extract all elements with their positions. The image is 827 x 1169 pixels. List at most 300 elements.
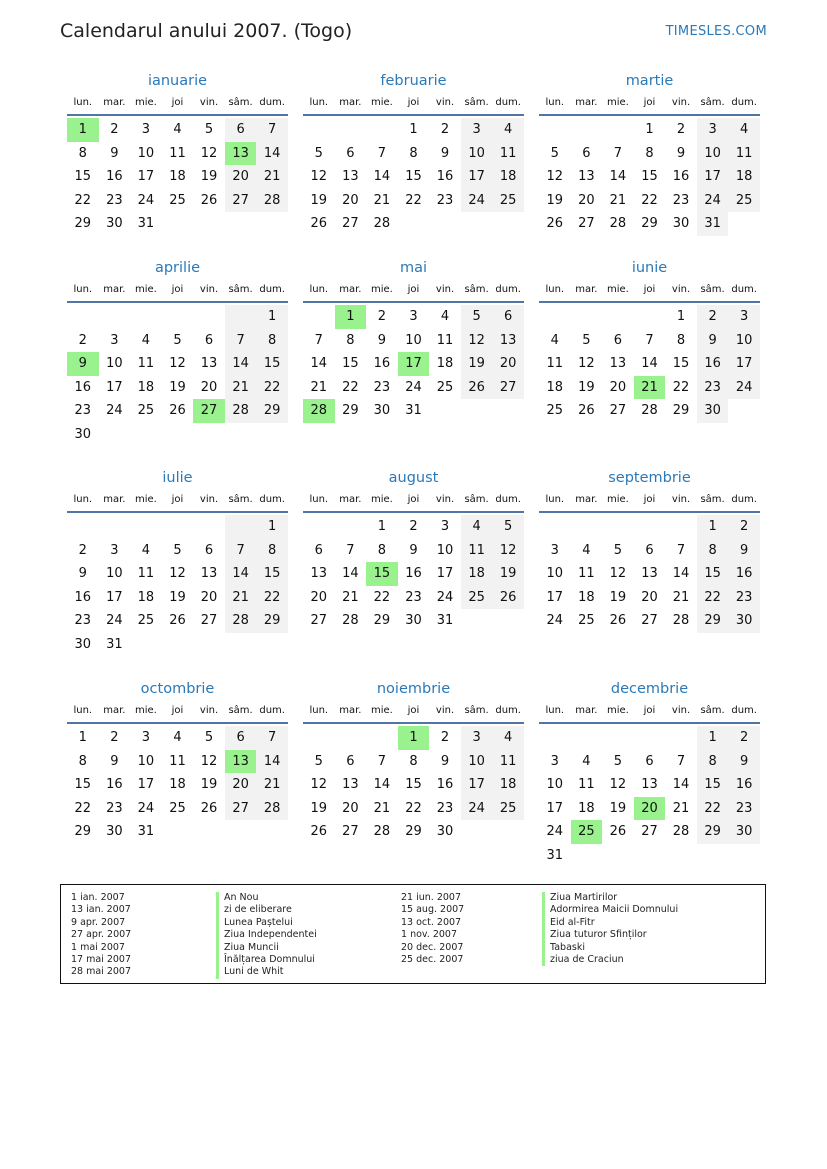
weekday-header (67, 92, 288, 116)
day-cell: 13 (310, 566, 328, 581)
day-cell: 2 (78, 542, 87, 558)
weekday-label: mie. (370, 705, 393, 716)
day-cell: 22 (697, 797, 729, 821)
day-cell: 21 (256, 165, 288, 189)
weekday-label: lun. (73, 705, 93, 716)
empty-cell (99, 305, 131, 329)
day-cell: 18 (578, 800, 595, 816)
day-cell: 27 (578, 216, 595, 231)
weekday-label: joi (643, 97, 656, 108)
day-cell: 12 (609, 566, 627, 581)
day-cell: 11 (728, 142, 760, 166)
day-cell: 18 (492, 773, 524, 797)
day-cell: 16 (373, 356, 391, 371)
empty-cell (335, 726, 367, 750)
day-cell: 30 (106, 824, 123, 839)
day-cell: 19 (578, 379, 595, 395)
weekday-label: joi (407, 284, 420, 295)
weekday-label: mie. (134, 705, 157, 716)
weekday-header (67, 279, 288, 303)
weekday-label: lun. (545, 705, 565, 716)
day-cell: 23 (672, 192, 690, 208)
day-cell: 8 (676, 332, 686, 348)
day-cell: 18 (546, 379, 564, 395)
day-cell: 27 (641, 824, 658, 839)
empty-cell (634, 515, 666, 539)
day-cell: 22 (342, 379, 359, 395)
day-cell: 2 (78, 332, 87, 348)
day-cell: 10 (405, 332, 422, 348)
weekday-label: joi (171, 705, 184, 716)
day-cell: 5 (550, 145, 559, 161)
weekday-label: mie. (134, 97, 157, 108)
empty-cell (130, 305, 162, 329)
day-cell: 25 (461, 586, 493, 610)
legend-dates-right (401, 892, 464, 966)
weekday-label: mar. (339, 705, 362, 716)
weekday-label: dum. (495, 494, 521, 505)
empty-cell (67, 305, 99, 329)
day-cell: 10 (137, 145, 155, 161)
weekday-label: mar. (575, 284, 598, 295)
weekday-label: mie. (606, 284, 629, 295)
weekday-label: mie. (606, 97, 629, 108)
month-ianuarie (67, 70, 288, 236)
day-grid (539, 118, 760, 236)
legend-holiday-name: Tabaski (542, 942, 678, 954)
weekday-label: mie. (134, 494, 157, 505)
day-cell: 5 (492, 515, 524, 539)
day-cell: 31 (697, 212, 729, 236)
weekday-header (303, 279, 524, 303)
day-cell: 20 (200, 379, 218, 395)
day-cell: 12 (546, 169, 564, 184)
day-cell: 5 (173, 332, 182, 348)
day-cell: 3 (550, 753, 559, 769)
weekday-header (539, 92, 760, 116)
day-cell: 21 (373, 192, 391, 208)
day-cell: 28 (342, 613, 359, 628)
day-cell: 11 (436, 332, 454, 348)
day-cell: 2 (728, 726, 760, 750)
day-cell: 14 (310, 356, 328, 371)
day-cell: 17 (436, 566, 454, 581)
legend-names-right (542, 892, 678, 966)
weekday-label: vin. (435, 705, 455, 716)
day-cell: 8 (78, 753, 87, 769)
day-cell: 30 (672, 216, 690, 231)
day-cell: 26 (546, 216, 564, 231)
day-cell: 6 (204, 542, 214, 558)
day-cell: 11 (546, 356, 564, 371)
day-cell: 27 (225, 797, 257, 821)
day-cell: 28 (225, 399, 257, 423)
day-cell: 29 (697, 820, 729, 844)
day-cell: 6 (346, 145, 355, 161)
legend-date: 1 nov. 2007 (401, 929, 457, 941)
day-cell: 27 (200, 613, 218, 628)
weekday-header (303, 489, 524, 513)
legend-holiday-name: Ziua Muncii (216, 942, 317, 954)
empty-cell (539, 726, 571, 750)
empty-cell (335, 118, 367, 142)
day-cell: 28 (256, 797, 288, 821)
day-cell: 29 (641, 216, 658, 231)
day-cell: 21 (225, 586, 257, 610)
day-cell: 16 (106, 777, 123, 792)
day-cell: 23 (405, 589, 422, 605)
day-cell: 31 (405, 403, 422, 418)
day-cell: 27 (641, 613, 658, 628)
weekday-label: sâm. (700, 97, 725, 108)
day-cell: 25 (137, 613, 155, 628)
day-cell: 25 (169, 800, 186, 816)
legend-dates-left (71, 892, 131, 979)
legend-holiday-name: Ziua Independentei (216, 929, 317, 941)
day-cell: 13 (200, 566, 218, 581)
legend-date: 13 ian. 2007 (71, 904, 131, 916)
day-cell: 20 (200, 589, 218, 605)
day-cell: 14 (225, 562, 257, 586)
day-cell: 12 (492, 539, 524, 563)
day-cell: 18 (436, 356, 454, 371)
day-cell: 5 (582, 332, 591, 348)
day-cell: 29 (74, 216, 92, 231)
day-cell: 8 (645, 145, 654, 161)
day-cell: 27 (342, 216, 359, 231)
weekday-label: mar. (103, 705, 126, 716)
weekday-label: dum. (731, 284, 757, 295)
day-cell: 9 (676, 145, 686, 161)
day-cell: 3 (110, 542, 119, 558)
weekday-label: dum. (495, 705, 521, 716)
day-cell: 30 (74, 426, 92, 442)
holiday-day-cell: 1 (398, 726, 430, 750)
empty-cell (193, 515, 225, 539)
weekday-label: dum. (259, 97, 285, 108)
weekday-label: vin. (199, 494, 219, 505)
day-cell: 20 (342, 800, 359, 816)
month-martie (539, 70, 760, 236)
day-cell: 19 (200, 169, 218, 184)
day-cell: 22 (697, 586, 729, 610)
day-cell: 28 (641, 403, 658, 418)
day-cell: 30 (697, 399, 729, 423)
weekday-label: joi (407, 494, 420, 505)
empty-cell (602, 118, 634, 142)
legend-date: 1 ian. 2007 (71, 892, 125, 903)
day-cell: 21 (310, 379, 328, 395)
empty-cell (130, 515, 162, 539)
day-cell: 10 (461, 142, 493, 166)
day-cell: 11 (137, 356, 155, 371)
day-cell: 6 (204, 332, 214, 348)
day-cell: 15 (74, 169, 92, 184)
day-cell: 10 (106, 566, 123, 581)
day-cell: 1 (377, 519, 387, 534)
day-grid (539, 515, 760, 633)
day-cell: 16 (697, 352, 729, 376)
empty-cell (225, 305, 257, 329)
legend-date: 27 apr. 2007 (71, 929, 132, 941)
day-cell: 16 (74, 379, 92, 395)
month-name: decembrie (610, 681, 689, 697)
day-cell: 22 (672, 379, 690, 395)
day-cell: 25 (492, 189, 524, 213)
weekday-label: lun. (73, 284, 93, 295)
day-cell: 25 (578, 613, 595, 628)
weekday-label: lun. (309, 284, 329, 295)
day-cell: 22 (641, 192, 658, 208)
day-cell: 18 (137, 379, 155, 395)
day-cell: 4 (492, 726, 524, 750)
day-cell: 7 (377, 145, 387, 161)
holiday-day-cell: 9 (67, 352, 99, 376)
day-cell: 4 (550, 332, 559, 348)
month-decembrie (539, 678, 760, 867)
weekday-label: dum. (495, 97, 521, 108)
day-cell: 27 (342, 824, 359, 839)
day-cell: 21 (609, 192, 627, 208)
day-cell: 12 (310, 777, 328, 792)
day-cell: 15 (405, 169, 422, 184)
legend-holiday-name: Ziua Martirilor (542, 892, 678, 904)
day-cell: 7 (314, 332, 323, 348)
day-cell: 2 (110, 122, 119, 137)
empty-cell (539, 515, 571, 539)
day-cell: 1 (645, 122, 654, 137)
day-cell: 17 (546, 800, 564, 816)
weekday-label: sâm. (464, 705, 489, 716)
weekday-label: mar. (103, 494, 126, 505)
day-cell: 31 (436, 613, 454, 628)
day-cell: 5 (461, 305, 493, 329)
weekday-label: lun. (545, 284, 565, 295)
day-cell: 26 (492, 586, 524, 610)
day-cell: 26 (578, 403, 595, 418)
day-cell: 29 (405, 824, 422, 839)
holiday-day-cell: 15 (366, 562, 398, 586)
day-cell: 2 (697, 305, 729, 329)
day-cell: 15 (342, 356, 359, 371)
month-iunie (539, 257, 760, 423)
day-cell: 8 (409, 753, 418, 769)
day-cell: 8 (256, 329, 288, 353)
legend-date: 15 aug. 2007 (401, 904, 465, 916)
empty-cell (162, 305, 194, 329)
day-grid (303, 305, 524, 423)
day-cell: 7 (225, 329, 257, 353)
weekday-label: mar. (339, 284, 362, 295)
day-cell: 15 (697, 773, 729, 797)
day-cell: 24 (137, 800, 155, 816)
day-cell: 22 (405, 800, 422, 816)
day-cell: 16 (728, 773, 760, 797)
day-cell: 13 (200, 356, 218, 371)
day-cell: 29 (342, 403, 359, 418)
legend-date: 13 oct. 2007 (401, 916, 462, 928)
day-cell: 12 (169, 356, 186, 371)
weekday-label: joi (171, 97, 184, 108)
weekday-label: dum. (731, 97, 757, 108)
day-cell: 23 (436, 192, 454, 208)
weekday-label: sâm. (700, 284, 725, 295)
day-cell: 21 (373, 800, 391, 816)
empty-cell (162, 515, 194, 539)
day-cell: 9 (409, 542, 418, 558)
day-cell: 23 (373, 379, 391, 395)
day-cell: 20 (310, 589, 328, 605)
day-cell: 14 (672, 777, 690, 792)
day-cell: 23 (697, 376, 729, 400)
day-cell: 23 (74, 613, 92, 628)
weekday-label: dum. (731, 705, 757, 716)
day-cell: 25 (436, 379, 454, 395)
day-cell: 28 (256, 189, 288, 213)
month-name: iunie (631, 260, 668, 276)
day-cell: 2 (377, 309, 387, 324)
weekday-label: mie. (370, 284, 393, 295)
legend-date: 20 dec. 2007 (401, 941, 464, 953)
day-cell: 1 (409, 122, 418, 137)
day-cell: 14 (342, 566, 359, 581)
day-grid (303, 118, 524, 236)
month-august (303, 467, 524, 633)
day-cell: 6 (314, 542, 323, 558)
day-cell: 27 (609, 403, 627, 418)
day-cell: 25 (137, 403, 155, 418)
day-cell: 27 (225, 189, 257, 213)
day-cell: 26 (609, 824, 627, 839)
day-cell: 16 (728, 562, 760, 586)
day-cell: 26 (169, 613, 186, 628)
day-cell: 25 (546, 403, 564, 418)
day-cell: 15 (697, 562, 729, 586)
day-grid (67, 726, 288, 844)
day-cell: 14 (373, 169, 391, 184)
day-cell: 24 (697, 189, 729, 213)
day-cell: 2 (440, 730, 450, 745)
day-cell: 2 (728, 515, 760, 539)
legend-date: 28 mai 2007 (71, 966, 132, 978)
day-cell: 5 (204, 730, 214, 745)
weekday-label: vin. (671, 494, 691, 505)
month-name: martie (625, 73, 674, 89)
weekday-label: sâm. (700, 494, 725, 505)
weekday-label: vin. (671, 97, 691, 108)
legend-date: 25 dec. 2007 (401, 954, 464, 966)
day-cell: 14 (256, 750, 288, 774)
holiday-day-cell: 28 (303, 399, 335, 423)
day-cell: 11 (578, 566, 595, 581)
day-cell: 17 (461, 165, 493, 189)
day-cell: 3 (550, 542, 559, 558)
month-name: mai (399, 260, 428, 276)
day-cell: 4 (440, 309, 450, 324)
month-name: septembrie (608, 470, 691, 486)
month-name: noiembrie (376, 681, 451, 697)
empty-cell (634, 726, 666, 750)
weekday-label: sâm. (228, 97, 253, 108)
day-cell: 21 (672, 800, 690, 816)
legend-names-left (216, 892, 317, 979)
day-cell: 9 (377, 332, 387, 348)
weekday-header (303, 700, 524, 724)
day-cell: 24 (546, 613, 564, 628)
day-cell: 19 (169, 589, 186, 605)
day-cell: 25 (492, 797, 524, 821)
weekday-label: vin. (199, 705, 219, 716)
day-cell: 9 (440, 753, 450, 769)
day-cell: 24 (461, 797, 493, 821)
legend-date: 1 mai 2007 (71, 941, 125, 953)
day-cell: 5 (314, 753, 323, 769)
day-cell: 4 (461, 515, 493, 539)
day-cell: 1 (697, 515, 729, 539)
weekday-label: dum. (731, 494, 757, 505)
weekday-label: sâm. (464, 494, 489, 505)
weekday-label: lun. (73, 97, 93, 108)
day-cell: 13 (641, 777, 658, 792)
day-cell: 26 (609, 613, 627, 628)
day-cell: 11 (169, 753, 186, 769)
weekday-label: dum. (259, 705, 285, 716)
day-cell: 28 (609, 216, 627, 231)
day-cell: 21 (342, 589, 359, 605)
day-cell: 26 (169, 403, 186, 418)
day-cell: 11 (461, 539, 493, 563)
empty-cell (665, 515, 697, 539)
weekday-label: sâm. (228, 705, 253, 716)
day-cell: 23 (106, 800, 123, 816)
weekday-header (539, 700, 760, 724)
empty-cell (366, 726, 398, 750)
day-cell: 17 (137, 777, 155, 792)
day-cell: 22 (373, 589, 391, 605)
day-cell: 7 (225, 539, 257, 563)
day-cell: 24 (436, 589, 454, 605)
day-cell: 28 (373, 216, 391, 231)
day-grid (67, 515, 288, 656)
day-cell: 25 (169, 192, 186, 208)
holiday-day-cell: 17 (398, 352, 430, 376)
day-cell: 4 (728, 118, 760, 142)
empty-cell (634, 305, 666, 329)
weekday-label: joi (171, 494, 184, 505)
day-cell: 16 (405, 566, 422, 581)
day-cell: 5 (173, 542, 182, 558)
weekday-label: dum. (259, 494, 285, 505)
day-cell: 12 (461, 329, 493, 353)
legend-holiday-name: Luni de Whit (216, 966, 317, 978)
day-cell: 2 (110, 730, 119, 745)
empty-cell (366, 118, 398, 142)
holiday-day-cell: 20 (634, 797, 666, 821)
weekday-label: joi (407, 705, 420, 716)
day-cell: 17 (728, 352, 760, 376)
day-cell: 20 (225, 773, 257, 797)
day-cell: 24 (106, 613, 123, 628)
day-cell: 10 (106, 356, 123, 371)
page-title: Calendarul anului 2007. (Togo) (60, 20, 353, 42)
day-cell: 26 (310, 824, 328, 839)
legend-holiday-name: Ziua tuturor Sfinților (542, 929, 678, 941)
day-cell: 15 (672, 356, 690, 371)
day-cell: 27 (492, 376, 524, 400)
day-cell: 14 (609, 169, 627, 184)
brand-logo[interactable]: TIMESLES.COM (665, 24, 767, 39)
weekday-label: mar. (339, 494, 362, 505)
